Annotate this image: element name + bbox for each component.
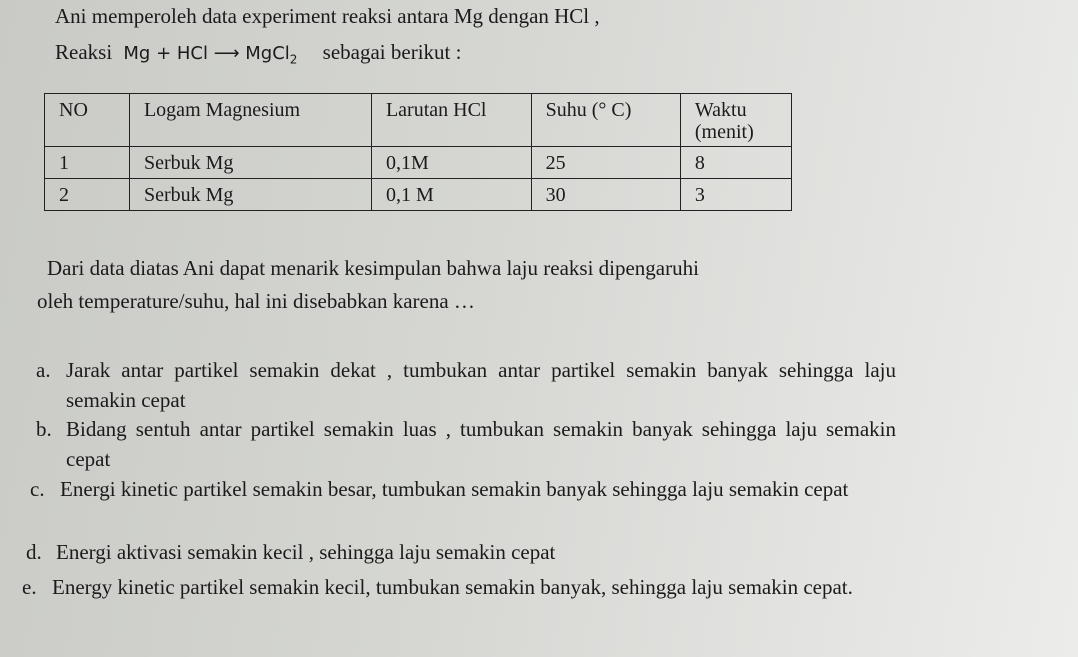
equation-subscript: 2 xyxy=(289,52,298,67)
experiment-table xyxy=(44,93,792,211)
cell-larutan: 0,1M xyxy=(371,147,531,179)
option-c[interactable] xyxy=(30,474,900,504)
cell-waktu: 3 xyxy=(680,179,791,211)
option-text: Energi kinetic partikel semakin besar, tumbukan semakin banyak sehingga laju semakin cepat xyxy=(60,477,849,501)
intro-line-1: Ani memperoleh data experiment reaksi antara Mg dengan HCl , xyxy=(55,4,600,28)
option-text: Bidang sentuh antar partikel semakin luas , tumbukan semakin banyak sehingga laju semakin cepat xyxy=(66,417,896,471)
reaction-suffix: sebagai berikut : xyxy=(322,40,462,64)
option-b[interactable] xyxy=(36,414,896,474)
header-logam: Logam Magnesium xyxy=(129,94,371,147)
header-no: NO xyxy=(45,94,130,147)
header-suhu: Suhu (° C) xyxy=(531,94,680,147)
option-text: Jarak antar partikel semakin dekat , tumbukan antar partikel semakin banyak sehingga laju semakin cepat xyxy=(66,358,896,412)
header-larutan: Larutan HCl xyxy=(371,94,531,147)
reaction-equation xyxy=(123,43,298,67)
option-d[interactable] xyxy=(26,537,906,567)
table-row xyxy=(45,147,792,179)
table-row xyxy=(45,179,792,211)
cell-no: 1 xyxy=(45,147,130,179)
reaction-line xyxy=(55,40,461,72)
cell-larutan: 0,1 M xyxy=(371,179,531,211)
equation-text: Mg + HCl ⟶ MgCl xyxy=(123,43,290,64)
option-letter: d. xyxy=(26,540,42,564)
option-letter: c. xyxy=(30,477,45,501)
option-letter: b. xyxy=(36,417,52,441)
option-letter: e. xyxy=(22,575,37,599)
cell-suhu: 30 xyxy=(531,179,680,211)
header-waktu: Waktu (menit) xyxy=(680,94,791,147)
cell-suhu: 25 xyxy=(531,147,680,179)
cell-waktu: 8 xyxy=(680,147,791,179)
question-line-1: Dari data diatas Ani dapat menarik kesimpulan bahwa laju reaksi dipengaruhi xyxy=(47,256,699,280)
table-header-row xyxy=(45,94,792,147)
question-line-2: oleh temperature/suhu, hal ini disebabkan karena … xyxy=(37,289,475,313)
option-a[interactable] xyxy=(36,355,896,415)
cell-logam: Serbuk Mg xyxy=(129,147,371,179)
option-text: Energy kinetic partikel semakin kecil, tumbukan semakin banyak, sehingga laju semakin cepat. xyxy=(52,575,853,599)
cell-logam: Serbuk Mg xyxy=(129,179,371,211)
cell-no: 2 xyxy=(45,179,130,211)
reaction-prefix: Reaksi xyxy=(55,40,113,64)
option-e[interactable] xyxy=(22,572,912,602)
option-letter: a. xyxy=(36,358,51,382)
option-text: Energi aktivasi semakin kecil , sehingga laju semakin cepat xyxy=(56,540,556,564)
